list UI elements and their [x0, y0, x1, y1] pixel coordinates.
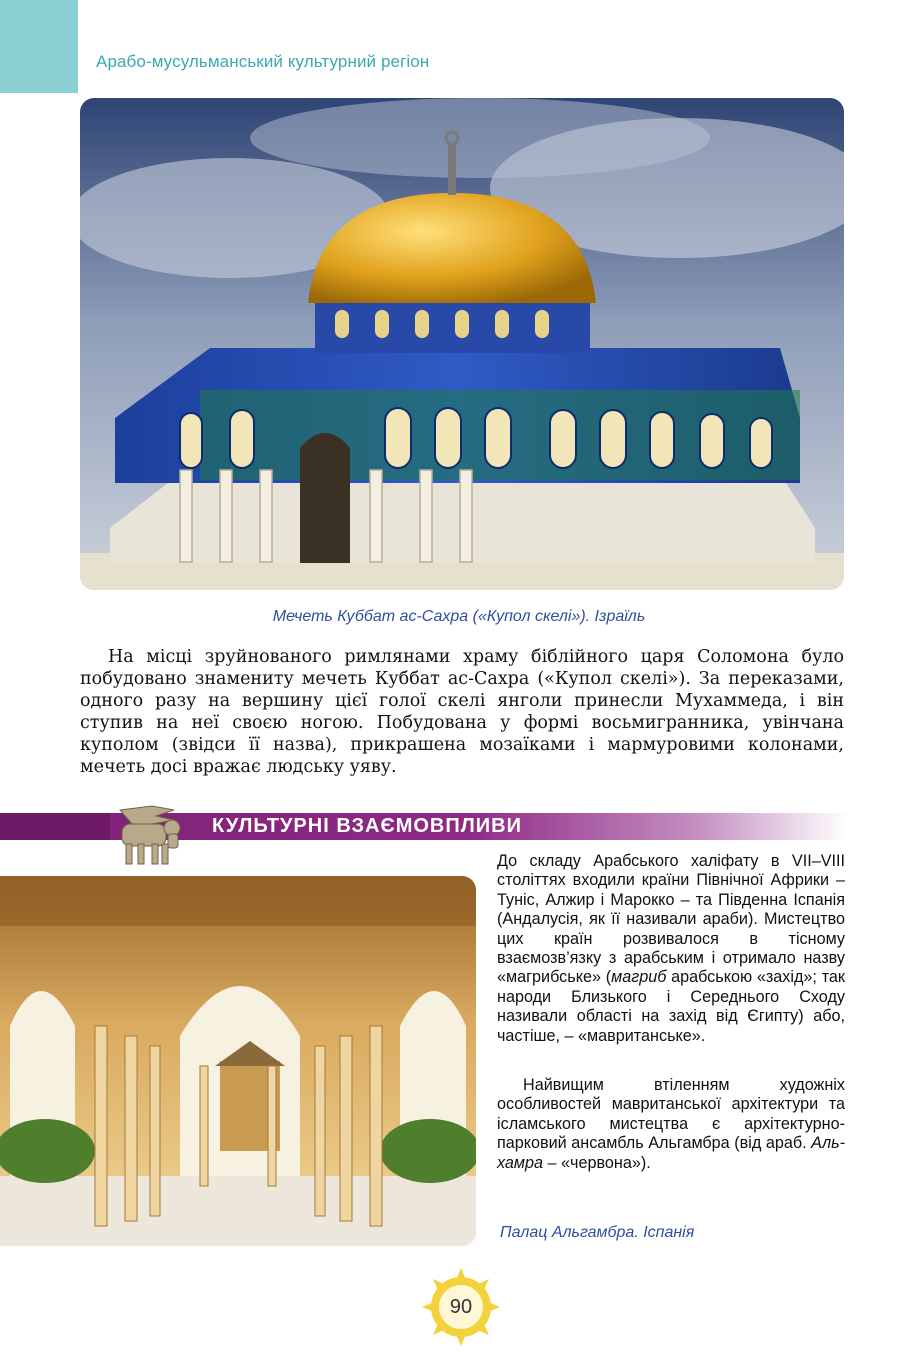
corner-color-tab [0, 0, 78, 93]
section-title: КУЛЬТУРНІ ВЗАЄМОВПЛИВИ [212, 815, 522, 837]
alhambra-photo-caption: Палац Альгамбра. Іспанія [500, 1224, 695, 1241]
running-header: Арабо-мусульманський культурний регіон [96, 52, 430, 71]
paragraph-alhambra: Найвищим втіленням художніх особливостей мавританської архітектури та ісламського мистецтва є архітектурно-парковий ансамбль Альгамбра (від араб. Аль-хамра – «червона»). [497, 1076, 845, 1172]
paragraph-dome-of-the-rock: На місці зруйнованого римлянами храму біблійного царя Соломона було побудовано знамениту мечеть Куббат ас-Сахра («Купол скелі»). За переказами, одного разу на вершину цієї голої скелі янголи принесли Мухаммеда, і він ступив на неї своєю ногою. Побудована у формі восьмигранника, увінчана куполом (звідси її назва), прикрашена мозаїками і мармуровими колонами, мечеть досі вражає людську уяву. [80, 647, 844, 777]
alhambra-court-photo [0, 876, 476, 1246]
dome-of-the-rock-photo [80, 98, 844, 590]
page-number: 90 [449, 1296, 473, 1318]
section-bar-accent [0, 813, 110, 840]
winged-bull-lamassu-icon [112, 800, 196, 868]
dome-photo-caption: Мечеть Куббат ас-Сахра («Купол скелі»). Ізраїль [272, 608, 646, 625]
paragraph-cultural-influences: До складу Арабського халіфату в VII–VIII століттях входили країни Північної Африки – Туніс, Алжир і Марокко – та Південна Іспанія (Андалусія, як її називали араби). Мистецтво цих країн розвивалося в тісному взаємозв’язку з арабським і отримало назву «магрибське» (магриб арабською «захід»; так народи Близького і Середнього Сходу називали області на захід від Єгипту) або, частіше, – «мавританське». [497, 852, 846, 1045]
